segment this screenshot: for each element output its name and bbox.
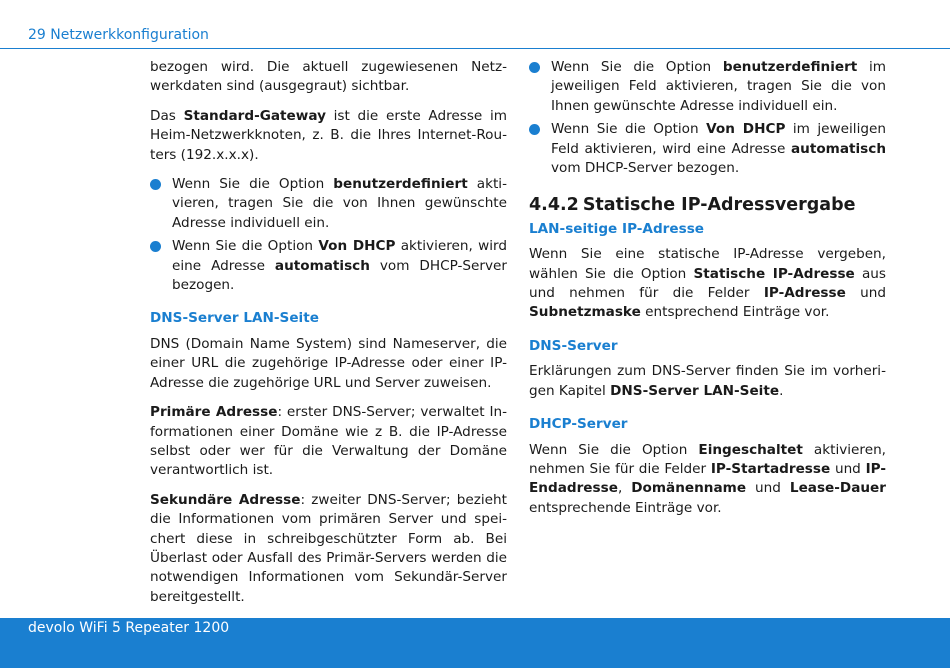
list-item: Wenn Sie die Option Von DHCP aktivieren, wird eine Adresse automatisch vom DHCP-Server bezogen.	[150, 237, 507, 295]
paragraph-dns-definition: DNS (Domain Name System) sind Nameserver, die einer URL die zugehörige IP-Adresse oder einer IP-Adresse die zugehörige URL und Server zuweisen.	[150, 335, 507, 391]
left-column	[150, 58, 507, 617]
footer-product-name: devolo WiFi 5 Repeater 1200	[28, 620, 230, 636]
list-item: Wenn Sie die Option Von DHCP im jeweiligen Feld aktivieren, wird eine Adresse automatisch vom DHCP-Server bezogen.	[529, 120, 886, 178]
section-title-text: Statische IP-Adressvergabe	[582, 195, 856, 216]
header-rule	[0, 48, 950, 49]
paragraph-static-ip: Wenn Sie eine statische IP-Adresse vergeben, wählen Sie die Option Statische IP-Adresse aus und nehmen für die Felder IP-Adresse und Subnetzmaske entsprechend Einträge vor.	[529, 246, 887, 321]
paragraph-dns-reference: Erklärungen zum DNS-Server finden Sie im vorherigen Kapitel DNS-Server LAN-Seite.	[529, 363, 886, 399]
list-item: Wenn Sie die Option benutzerdefiniert im jeweiligen Feld aktivieren, tragen Sie die von Ihnen gewünschte Adresse individuell ein.	[529, 58, 886, 116]
paragraph-primary-address: Primäre Adresse: erster DNS-Server; verwaltet Informationen einer Domäne wie z B. die IP-Adresse selbst oder wer für die Verwaltung der Domäne verantwortlich ist.	[150, 404, 507, 479]
right-column	[529, 58, 886, 528]
bullet-dot-icon	[529, 62, 540, 73]
paragraph-standard-gateway: Das Standard-Gateway ist die erste Adresse im Heim-Netzwerkknoten, z. B. die Ihres Internet-Routers (192.x.x.x).	[150, 107, 508, 163]
list-item: Wenn Sie die Option benutzerdefiniert aktivieren, tragen Sie die von Ihnen gewünschte Adresse individuell ein.	[150, 175, 507, 233]
paragraph-dhcp: Wenn Sie die Option Eingeschaltet aktivieren, nehmen Sie für die Felder IP-Startadresse und IP-Endadresse, Domänenname und Lease-Dauer entsprechende Einträge vor.	[529, 441, 887, 516]
running-header: 29 Netzwerkkonfiguration	[28, 27, 209, 43]
bullet-dot-icon	[529, 124, 540, 135]
subheading-dns-server: DNS-Server	[529, 337, 618, 354]
subheading-dhcp-server: DHCP-Server	[529, 416, 628, 433]
bullet-dot-icon	[150, 179, 161, 190]
footer-bar	[0, 618, 950, 668]
subheading-dns-server-lan-seite: DNS-Server LAN-Seite	[150, 310, 319, 327]
bullet-list-left	[150, 175, 507, 295]
paragraph-secondary-address: Sekundäre Adresse: zweiter DNS-Server; bezieht die Informationen vom primären Server und speichert diese in schreibgeschützter Form ab. Bei Überlast oder Ausfall des Primär-Servers werden die notwendigen Informationen vom Sekundär-Server bereitgestellt.	[150, 491, 507, 605]
section-number: 4.4.2	[529, 195, 579, 216]
bullet-dot-icon	[150, 241, 161, 252]
bullet-list-right	[529, 58, 886, 178]
subheading-lan-ip-address: LAN-seitige IP-Adresse	[529, 220, 705, 237]
section-title	[529, 196, 886, 215]
paragraph-network-data: bezogen wird. Die aktuell zugewiesenen Netzwerkdaten sind (ausgegraut) sichtbar.	[150, 59, 507, 95]
